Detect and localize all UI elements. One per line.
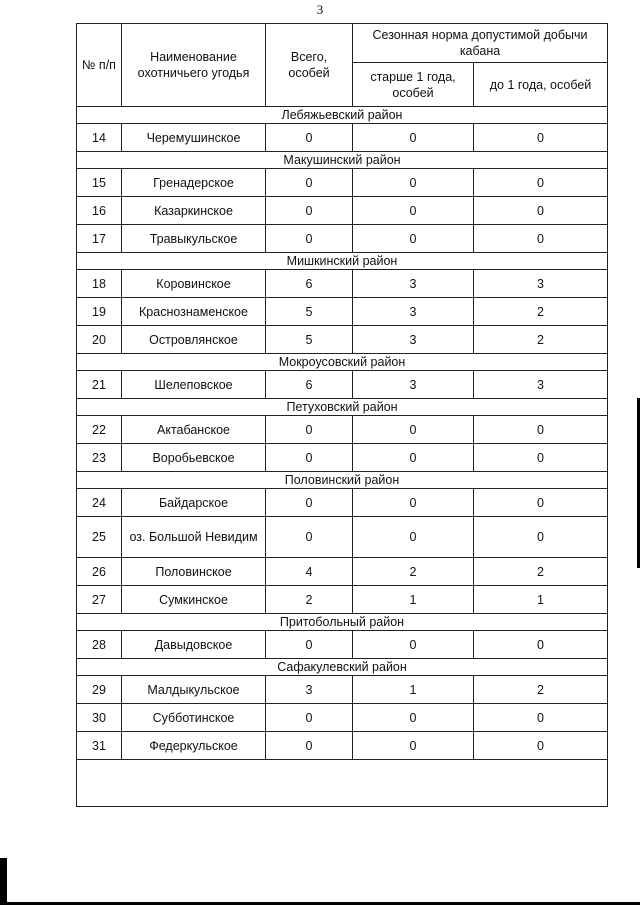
younger-count: 0 xyxy=(474,704,608,732)
total-count: 4 xyxy=(266,558,353,586)
older-count: 0 xyxy=(353,704,474,732)
hunting-ground-name: Федеркульское xyxy=(122,732,266,760)
header-older: старше 1 года, особей xyxy=(353,63,474,107)
district-row xyxy=(77,354,608,371)
older-count: 0 xyxy=(353,517,474,558)
table-row xyxy=(77,225,608,253)
district-name: Мишкинский район xyxy=(77,253,608,270)
row-number: 16 xyxy=(77,197,122,225)
hunting-ground-name: Актабанское xyxy=(122,416,266,444)
younger-count: 0 xyxy=(474,225,608,253)
younger-count: 2 xyxy=(474,326,608,354)
row-number: 28 xyxy=(77,631,122,659)
row-number: 23 xyxy=(77,444,122,472)
table-row xyxy=(77,270,608,298)
older-count: 2 xyxy=(353,558,474,586)
hunting-ground-name: Казаркинское xyxy=(122,197,266,225)
row-number: 31 xyxy=(77,732,122,760)
hunting-ground-name: Субботинское xyxy=(122,704,266,732)
total-count: 0 xyxy=(266,489,353,517)
row-number: 22 xyxy=(77,416,122,444)
older-count: 0 xyxy=(353,225,474,253)
total-count: 0 xyxy=(266,169,353,197)
table-row xyxy=(77,371,608,399)
total-count: 0 xyxy=(266,631,353,659)
header-name: Наименование охотничьего угодья xyxy=(122,24,266,107)
older-count: 1 xyxy=(353,586,474,614)
row-number: 18 xyxy=(77,270,122,298)
younger-count: 2 xyxy=(474,558,608,586)
header-total: Всего, особей xyxy=(266,24,353,107)
younger-count: 0 xyxy=(474,416,608,444)
total-count: 5 xyxy=(266,326,353,354)
total-count: 0 xyxy=(266,444,353,472)
district-row xyxy=(77,152,608,169)
younger-count: 0 xyxy=(474,169,608,197)
header-num: № п/п xyxy=(77,24,122,107)
district-row xyxy=(77,399,608,416)
hunting-ground-name: Давыдовское xyxy=(122,631,266,659)
total-count: 0 xyxy=(266,704,353,732)
hunting-ground-name: Малдыкульское xyxy=(122,676,266,704)
header-younger: до 1 года, особей xyxy=(474,63,608,107)
row-number: 30 xyxy=(77,704,122,732)
younger-count: 1 xyxy=(474,586,608,614)
hunting-ground-name: оз. Большой Невидим xyxy=(122,517,266,558)
younger-count: 2 xyxy=(474,298,608,326)
district-name: Лебяжьевский район xyxy=(77,107,608,124)
hunting-ground-name: Гренадерское xyxy=(122,169,266,197)
hunting-ground-name: Краснознаменское xyxy=(122,298,266,326)
older-count: 3 xyxy=(353,371,474,399)
district-row xyxy=(77,107,608,124)
district-name: Притобольный район xyxy=(77,614,608,631)
table-row xyxy=(77,732,608,760)
older-count: 3 xyxy=(353,270,474,298)
table-row xyxy=(77,631,608,659)
row-number: 25 xyxy=(77,517,122,558)
row-number: 15 xyxy=(77,169,122,197)
district-name: Петуховский район xyxy=(77,399,608,416)
row-number: 24 xyxy=(77,489,122,517)
older-count: 1 xyxy=(353,676,474,704)
table-row xyxy=(77,676,608,704)
younger-count: 0 xyxy=(474,444,608,472)
row-number: 29 xyxy=(77,676,122,704)
hunting-ground-name: Травыкульское xyxy=(122,225,266,253)
row-number: 14 xyxy=(77,124,122,152)
row-number: 20 xyxy=(77,326,122,354)
table-footer-empty xyxy=(77,760,608,807)
older-count: 0 xyxy=(353,444,474,472)
younger-count: 0 xyxy=(474,732,608,760)
table-body xyxy=(77,107,608,760)
table-row xyxy=(77,586,608,614)
older-count: 3 xyxy=(353,326,474,354)
table-row xyxy=(77,517,608,558)
table-row xyxy=(77,489,608,517)
younger-count: 0 xyxy=(474,631,608,659)
scan-edge-bottom xyxy=(0,858,640,905)
hunting-ground-name: Островлянское xyxy=(122,326,266,354)
row-number: 26 xyxy=(77,558,122,586)
row-number: 21 xyxy=(77,371,122,399)
table-row xyxy=(77,197,608,225)
table-row xyxy=(77,444,608,472)
district-row xyxy=(77,659,608,676)
total-count: 0 xyxy=(266,197,353,225)
district-row xyxy=(77,472,608,489)
table-row xyxy=(77,169,608,197)
district-row xyxy=(77,614,608,631)
district-row xyxy=(77,253,608,270)
total-count: 6 xyxy=(266,371,353,399)
boar-quota-table xyxy=(76,23,608,807)
total-count: 3 xyxy=(266,676,353,704)
table-row xyxy=(77,704,608,732)
older-count: 0 xyxy=(353,124,474,152)
older-count: 0 xyxy=(353,416,474,444)
table-row xyxy=(77,298,608,326)
younger-count: 0 xyxy=(474,197,608,225)
younger-count: 0 xyxy=(474,517,608,558)
table-row xyxy=(77,124,608,152)
hunting-ground-name: Шелеповское xyxy=(122,371,266,399)
district-name: Сафакулевский район xyxy=(77,659,608,676)
younger-count: 3 xyxy=(474,270,608,298)
table-row xyxy=(77,326,608,354)
hunting-ground-name: Черемушинское xyxy=(122,124,266,152)
total-count: 5 xyxy=(266,298,353,326)
hunting-ground-name: Сумкинское xyxy=(122,586,266,614)
table-row xyxy=(77,416,608,444)
district-name: Макушинский район xyxy=(77,152,608,169)
total-count: 2 xyxy=(266,586,353,614)
older-count: 0 xyxy=(353,169,474,197)
younger-count: 3 xyxy=(474,371,608,399)
hunting-ground-name: Коровинское xyxy=(122,270,266,298)
hunting-ground-name: Половинское xyxy=(122,558,266,586)
total-count: 0 xyxy=(266,517,353,558)
total-count: 0 xyxy=(266,732,353,760)
table-row xyxy=(77,558,608,586)
younger-count: 2 xyxy=(474,676,608,704)
older-count: 0 xyxy=(353,197,474,225)
older-count: 3 xyxy=(353,298,474,326)
row-number: 17 xyxy=(77,225,122,253)
total-count: 0 xyxy=(266,225,353,253)
total-count: 0 xyxy=(266,416,353,444)
hunting-ground-name: Байдарское xyxy=(122,489,266,517)
district-name: Половинский район xyxy=(77,472,608,489)
row-number: 19 xyxy=(77,298,122,326)
hunting-ground-name: Воробьевское xyxy=(122,444,266,472)
district-name: Мокроусовский район xyxy=(77,354,608,371)
older-count: 0 xyxy=(353,732,474,760)
older-count: 0 xyxy=(353,631,474,659)
header-season: Сезонная норма допустимой добычи кабана xyxy=(353,24,608,63)
total-count: 6 xyxy=(266,270,353,298)
row-number: 27 xyxy=(77,586,122,614)
older-count: 0 xyxy=(353,489,474,517)
younger-count: 0 xyxy=(474,124,608,152)
younger-count: 0 xyxy=(474,489,608,517)
total-count: 0 xyxy=(266,124,353,152)
page-number: 3 xyxy=(316,2,324,17)
